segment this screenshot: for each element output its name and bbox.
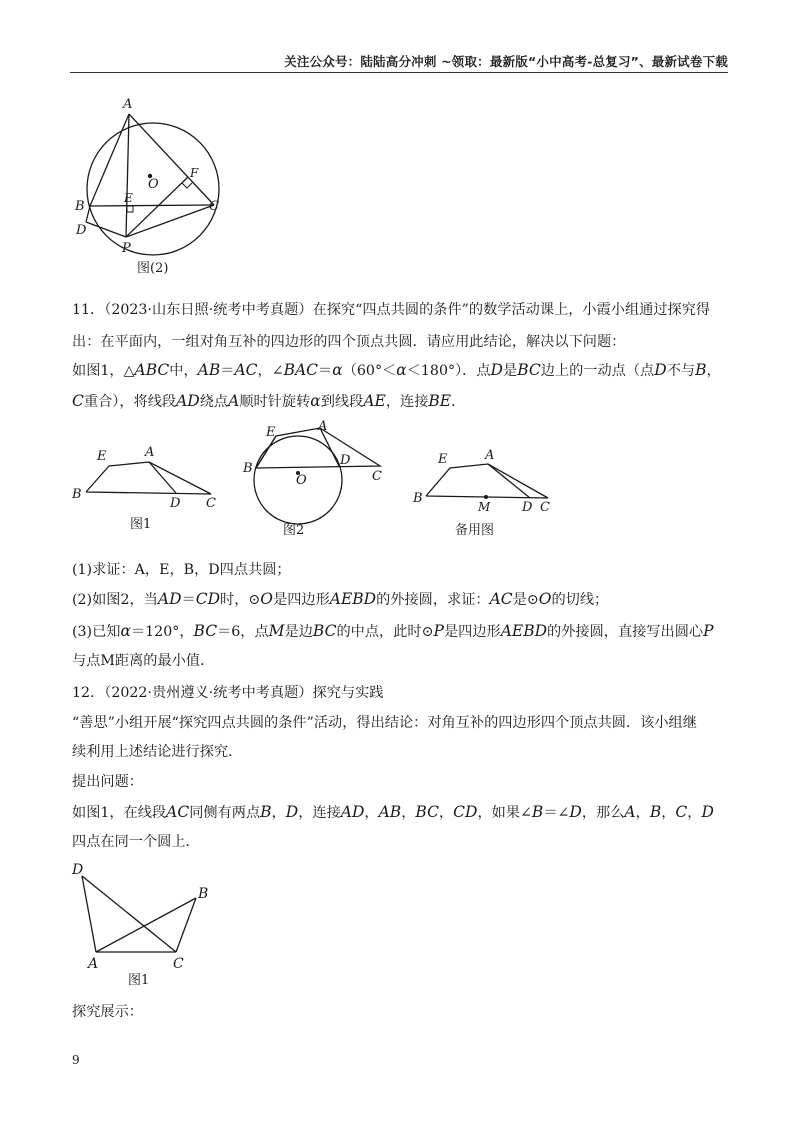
page-number: 9 bbox=[72, 1053, 80, 1067]
svg-text:E: E bbox=[438, 452, 448, 467]
svg-text:图2: 图2 bbox=[283, 523, 305, 538]
q11-line2: 出：在平面内，一组对角互补的四边形的四个顶点共圆．请应用此结论，解决以下问题： bbox=[72, 334, 626, 350]
label-F: F bbox=[190, 166, 199, 180]
svg-text:O: O bbox=[296, 473, 307, 488]
svg-text:B: B bbox=[72, 487, 82, 502]
label-O: O bbox=[148, 177, 159, 192]
q11-part3: (3)已知α＝120°，BC＝6，点M是边BC的中点，此时⊙P是四边形AEBD的外接圆，直接写出圆心P bbox=[72, 622, 714, 640]
header-rule bbox=[70, 72, 728, 73]
q11-figure-backup bbox=[410, 440, 570, 540]
q11-figure-2 bbox=[238, 416, 388, 541]
svg-text:A: A bbox=[88, 956, 99, 972]
page-header: 关注公众号：陆陆高分冲刺 ~领取：最新版“小中高考-总复习”、最新试卷下载 bbox=[284, 54, 728, 69]
svg-text:B: B bbox=[413, 491, 423, 506]
label-A: A bbox=[123, 97, 133, 112]
q11-part1: (1)求证：A，E，B，D四点共圆； bbox=[72, 562, 291, 578]
label-B: B bbox=[75, 199, 85, 214]
svg-text:A: A bbox=[318, 419, 328, 434]
svg-text:B: B bbox=[198, 886, 209, 902]
svg-text:B: B bbox=[243, 461, 253, 476]
q11-figure-1 bbox=[66, 440, 226, 535]
figure-caption: 图(2) bbox=[137, 261, 169, 276]
svg-text:E: E bbox=[97, 449, 107, 464]
q11-line1: 11．（2023·山东日照·统考中考真题）在探究“四点共圆的条件”的数学活动课上，小霞小组通过探究得 bbox=[72, 302, 711, 318]
q12-line3: 续利用上述结论进行探究． bbox=[72, 744, 243, 760]
q12-line7: 探究展示： bbox=[72, 1004, 143, 1020]
svg-text:图1: 图1 bbox=[128, 973, 150, 988]
q12-figure-1 bbox=[70, 860, 220, 990]
svg-text:D: D bbox=[72, 862, 84, 878]
q11-part3-line2: 与点M距离的最小值． bbox=[72, 653, 215, 669]
q12-line5: 如图1，在线段AC同侧有两点B，D，连接AD，AB，BC，CD，如果∠B＝∠D，那么A，B，C，D bbox=[72, 803, 714, 821]
q12-line1: 12．（2022·贵州遵义·统考中考真题）探究与实践 bbox=[72, 685, 384, 701]
svg-text:C: C bbox=[372, 469, 382, 484]
q12-line6: 四点在同一个圆上． bbox=[72, 834, 200, 850]
q12-line2: “善思”小组开展“探究四点共圆的条件”活动，得出结论：对角互补的四边形四个顶点共圆．该小组继 bbox=[72, 715, 697, 731]
svg-text:D: D bbox=[340, 453, 351, 468]
svg-text:E: E bbox=[266, 425, 276, 440]
svg-text:D: D bbox=[170, 496, 181, 511]
svg-text:备用图: 备用图 bbox=[455, 523, 495, 538]
q11-line4: C重合），将线段AD绕点A顺时针旋转α到线段AE，连接BE． bbox=[72, 392, 466, 410]
label-P: P bbox=[122, 241, 131, 256]
svg-text:C: C bbox=[173, 956, 184, 972]
figure-2-circle bbox=[70, 92, 240, 282]
svg-text:图1: 图1 bbox=[130, 517, 152, 532]
label-E: E bbox=[124, 191, 133, 205]
q11-line3: 如图1，△ABC中，AB＝AC，∠BAC＝α（60°＜α＜180°）．点D是BC边上的一动点（点D不与B， bbox=[72, 361, 721, 379]
svg-text:C: C bbox=[206, 496, 216, 511]
svg-text:C: C bbox=[540, 500, 550, 515]
svg-text:M: M bbox=[478, 500, 491, 514]
q12-line4: 提出问题： bbox=[72, 774, 143, 790]
q11-part2: (2)如图2，当AD＝CD时，⊙O是四边形AEBD的外接圆，求证：AC是⊙O的切线； bbox=[72, 590, 609, 608]
label-D: D bbox=[76, 223, 87, 238]
svg-text:A: A bbox=[485, 448, 495, 463]
svg-text:D: D bbox=[522, 500, 533, 515]
label-C: C bbox=[209, 199, 219, 214]
svg-text:A: A bbox=[145, 445, 155, 460]
